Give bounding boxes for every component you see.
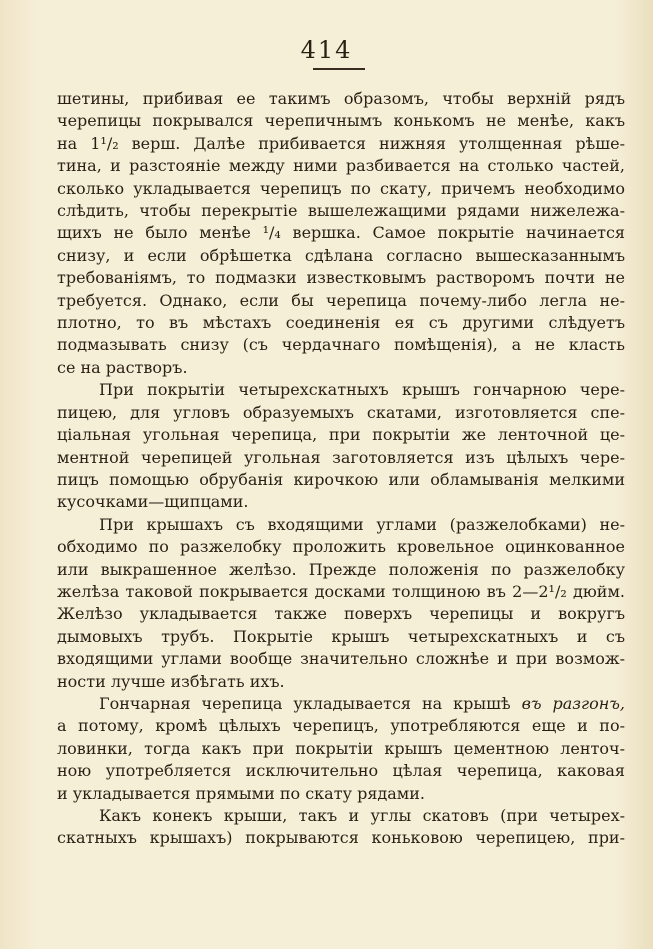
text-line: сколько укладывается черепицъ по скату, причемъ необходимо xyxy=(57,178,625,198)
text-line: снизу, и если обрѣшетка сдѣлана согласно вышесказаннымъ xyxy=(57,245,625,265)
text-line: щихъ не было менѣе ¹/₄ вершка. Самое покрытіе начинается xyxy=(57,223,625,243)
text-line: тина, и разстояніе между ними разбивается на столько частей, xyxy=(57,156,625,176)
text-line: слѣдить, чтобы перекрытіе вышележащими рядами нижележа- xyxy=(57,201,625,221)
text-line: дымовыхъ трубъ. Покрытіе крышъ четырехскатныхъ и съ xyxy=(57,626,625,646)
text-line: на 1¹/₂ верш. Далѣе прибивается нижняя утолщенная рѣше- xyxy=(57,133,625,153)
text-line: пицею, для угловъ образуемыхъ скатами, изготовляется спе- xyxy=(57,402,625,422)
text-line: подмазывать снизу (съ чердачнаго помѣщенія), а не класть xyxy=(57,335,625,355)
text-line: входящими углами вообще значительно сложнѣе и при возмож- xyxy=(57,649,625,669)
italic-phrase: въ разгонъ, xyxy=(521,693,625,713)
text-line: се на растворъ. xyxy=(57,357,188,377)
body-text xyxy=(57,88,625,850)
header-rule xyxy=(313,68,365,70)
text-line: При покрытіи четырехскатныхъ крышъ гончарною чере- xyxy=(99,380,625,400)
text-line-start: Гончарная черепица укладывается на крышѣ xyxy=(99,693,522,713)
text-line: ціальная угольная черепица, при покрытіи же ленточной це- xyxy=(57,425,625,445)
text-line: и укладывается прямыми по скату рядами. xyxy=(57,783,425,803)
paragraph-3 xyxy=(57,514,625,693)
text-line: При крышахъ съ входящими углами (разжелобками) не- xyxy=(99,514,625,534)
paragraph-5 xyxy=(57,805,625,850)
text-line: обходимо по разжелобку проложить кровельное оцинкованное xyxy=(57,537,625,557)
paragraph-1 xyxy=(57,88,625,379)
text-line: или выкрашенное желѣзо. Прежде положенія по разжелобку xyxy=(57,559,625,579)
text-line: плотно, то въ мѣстахъ соединенія ея съ другими слѣдуетъ xyxy=(57,313,625,333)
text-line: ловинки, тогда какъ при покрытіи крышъ цементною ленточ- xyxy=(57,738,625,758)
text-line: шетины, прибивая ее такимъ образомъ, чтобы верхній рядъ xyxy=(57,89,625,108)
text-line: Какъ конекъ крыши, такъ и углы скатовъ (при четырех- xyxy=(99,806,625,825)
paragraph-2 xyxy=(57,379,625,513)
text-line: Желѣзо укладывается также поверхъ черепицы и вокругъ xyxy=(57,604,625,624)
page-number: 414 xyxy=(300,36,353,64)
text-line: ментной черепицей угольная заготовляется изъ цѣлыхъ чере- xyxy=(57,447,625,467)
text-line: пицъ помощью обрубанія кирочкою или обламыванія мелкими xyxy=(57,469,625,489)
text-line: требованіямъ, то подмазки известковымъ растворомъ почти не xyxy=(57,268,625,288)
text-line: кусочками—щипцами. xyxy=(57,492,249,512)
paragraph-4 xyxy=(57,693,625,805)
text-line: ности лучше избѣгать ихъ. xyxy=(57,671,285,691)
text-line: ною употребляется исключительно цѣлая черепица, каковая xyxy=(57,761,625,781)
text-line: черепицы покрывался черепичнымъ конькомъ не менѣе, какъ xyxy=(57,111,625,131)
text-line: желѣза таковой покрывается досками толщиною въ 2—2¹/₂ дюйм. xyxy=(57,581,625,601)
text-line: требуется. Однако, если бы черепица почему-либо легла не- xyxy=(57,290,625,310)
text-line: скатныхъ крышахъ) покрываются коньковою черепицею, при- xyxy=(57,828,625,848)
text-line xyxy=(57,693,625,715)
text-line: а потому, кромѣ цѣлыхъ черепицъ, употребляются еще и по- xyxy=(57,716,625,736)
